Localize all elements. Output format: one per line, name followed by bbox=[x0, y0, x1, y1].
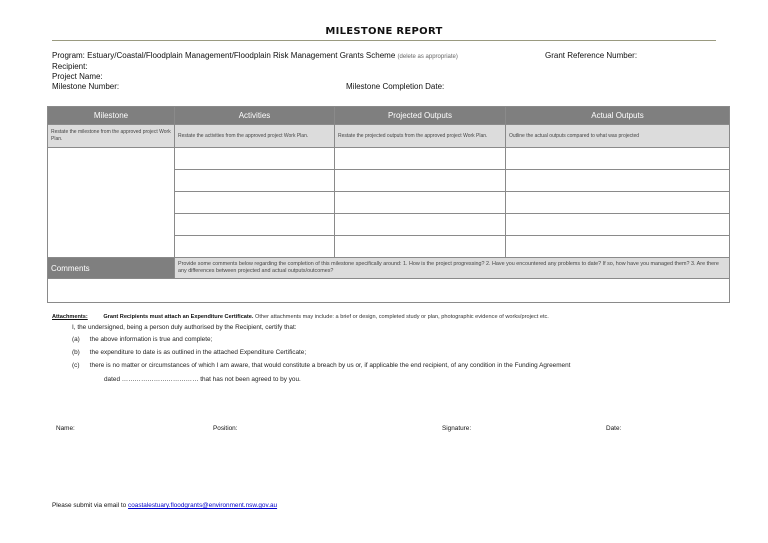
milestone-table bbox=[47, 106, 730, 303]
comments-label: Comments bbox=[48, 258, 175, 279]
actual-cell[interactable] bbox=[506, 170, 730, 192]
col-actual-outputs: Actual Outputs bbox=[506, 107, 730, 125]
item-text: the expenditure to date is as outlined in the attached Expenditure Certificate; bbox=[89, 349, 307, 356]
grant-ref-label: Grant Reference Number: bbox=[545, 51, 638, 60]
submit-email-link[interactable]: coastalestuary.floodgrants@environment.nsw.gov.au bbox=[128, 502, 278, 509]
item-number: (c) bbox=[72, 362, 80, 369]
projected-cell[interactable] bbox=[335, 148, 506, 170]
milestone-instruction: Restate the milestone from the approved project Work Plan. bbox=[48, 125, 175, 148]
attachments-required: Grant Recipients must attach an Expenditure Certificate. bbox=[103, 314, 254, 320]
certification-item-b bbox=[72, 349, 306, 356]
activities-cell[interactable] bbox=[175, 236, 335, 258]
date-label: Date: bbox=[606, 425, 622, 432]
table-row bbox=[48, 148, 730, 170]
attachments-label: Attachments: bbox=[52, 314, 88, 320]
col-projected-outputs: Projected Outputs bbox=[335, 107, 506, 125]
certification-dated: dated ……………………………… that has not been agreed to by you. bbox=[104, 376, 301, 383]
projected-cell[interactable] bbox=[335, 214, 506, 236]
activities-cell[interactable] bbox=[175, 214, 335, 236]
actual-cell[interactable] bbox=[506, 214, 730, 236]
actual-cell[interactable] bbox=[506, 148, 730, 170]
submit-text: Please submit via email to bbox=[52, 502, 127, 509]
project-name-label: Project Name: bbox=[52, 72, 103, 81]
actual-cell[interactable] bbox=[506, 236, 730, 258]
comments-instruction: Provide some comments below regarding the completion of this milestone specifically around: 1. How is the project progressing? 2. Have you encountered any problems to date? If so, how have you managed them? 3. Are there any differences between projected and actual outputs/outcomes? bbox=[175, 258, 730, 279]
program-label: Program: Estuary/Coastal/Floodplain Management/Floodplain Risk Management Grants Scheme bbox=[52, 51, 396, 60]
program-note: (delete as appropriate) bbox=[397, 54, 458, 60]
table-header-row bbox=[48, 107, 730, 125]
program-line bbox=[52, 51, 458, 62]
certification-intro: I, the undersigned, being a person duly authorised by the Recipient, certify that: bbox=[72, 324, 297, 331]
comments-row bbox=[48, 279, 730, 303]
recipient-label: Recipient: bbox=[52, 62, 88, 71]
certification-item-a bbox=[72, 336, 212, 343]
projected-cell[interactable] bbox=[335, 170, 506, 192]
page-title: MILESTONE REPORT bbox=[325, 26, 443, 37]
item-number: (a) bbox=[72, 336, 80, 343]
item-text: there is no matter or circumstances of which I am aware, that would constitute a breach by us or, if applicable the end recipient, of any condition in the Funding Agreement bbox=[89, 362, 571, 369]
milestone-cell[interactable] bbox=[48, 148, 175, 258]
certification-item-c bbox=[72, 362, 570, 369]
title-divider bbox=[52, 40, 716, 41]
comments-header-row bbox=[48, 258, 730, 279]
col-activities: Activities bbox=[175, 107, 335, 125]
item-text: the above information is true and complete; bbox=[89, 336, 213, 343]
comments-field[interactable] bbox=[48, 279, 730, 303]
position-label: Position: bbox=[213, 425, 238, 432]
projected-cell[interactable] bbox=[335, 236, 506, 258]
projected-instruction: Restate the projected outputs from the approved project Work Plan. bbox=[335, 125, 506, 148]
actual-instruction: Outline the actual outputs compared to what was projected bbox=[506, 125, 730, 148]
activities-cell[interactable] bbox=[175, 148, 335, 170]
projected-cell[interactable] bbox=[335, 192, 506, 214]
name-label: Name: bbox=[56, 425, 75, 432]
item-number: (b) bbox=[72, 349, 80, 356]
submit-line bbox=[52, 502, 277, 509]
activities-cell[interactable] bbox=[175, 192, 335, 214]
col-milestone: Milestone bbox=[48, 107, 175, 125]
activities-cell[interactable] bbox=[175, 170, 335, 192]
attachments-line bbox=[52, 314, 549, 320]
instruction-row bbox=[48, 125, 730, 148]
signature-label: Signature: bbox=[442, 425, 472, 432]
milestone-number-label: Milestone Number: bbox=[52, 82, 120, 91]
actual-cell[interactable] bbox=[506, 192, 730, 214]
activities-instruction: Restate the activities from the approved project Work Plan. bbox=[175, 125, 335, 148]
completion-date-label: Milestone Completion Date: bbox=[346, 82, 445, 91]
attachments-other: Other attachments may include: a brief or design, completed study or plan, photographic evidence of works/project etc. bbox=[255, 314, 549, 320]
